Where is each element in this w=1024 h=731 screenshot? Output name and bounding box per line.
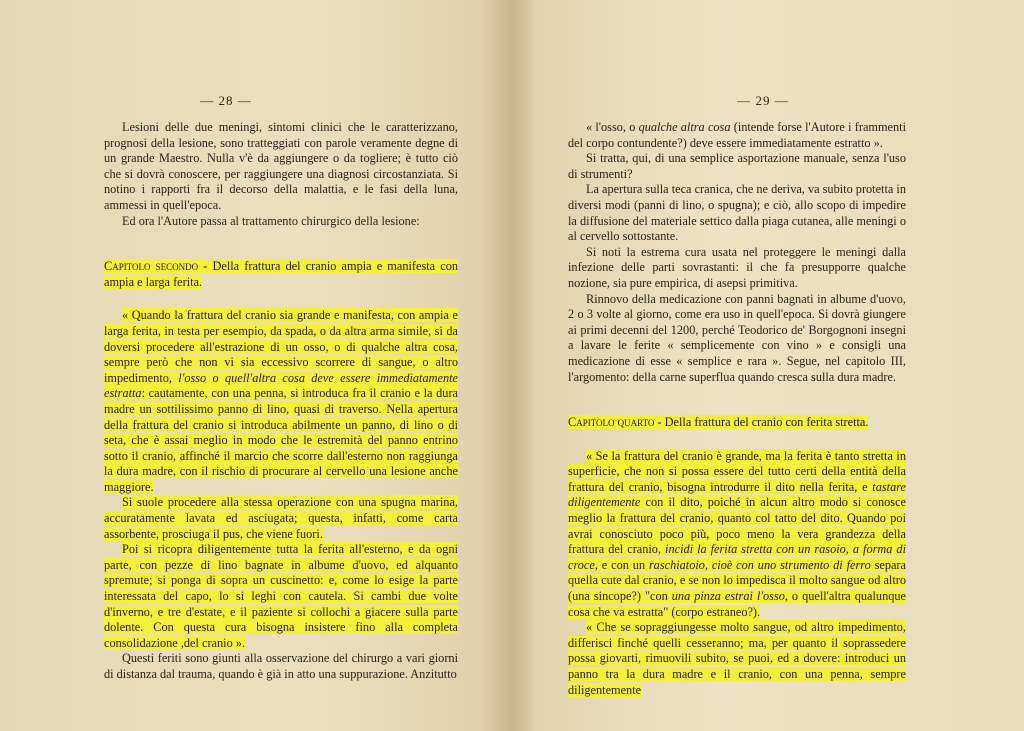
chapter-heading <box>568 415 906 431</box>
chapter-title: - Della frattura del cranio ampia e manifesta con ampia e larga ferita. <box>104 259 458 289</box>
paragraph: Si noti la estrema cura usata nel proteggere le meningi dalla infezione delle parti sovrastanti: il che fa presupporre qualche nozione, sia pure empirica, di asepsi primitiva. <box>568 244 906 290</box>
chapter-label: Capitolo quarto <box>568 415 655 430</box>
chapter-heading <box>104 259 458 290</box>
page-number: — 29 — <box>737 93 789 108</box>
chapter-label: Capitolo secondo <box>104 259 199 274</box>
paragraph: Lesioni delle due meningi, sintomi clinici che le caratterizzano, prognosi della lesione, sono tratteggiati con parole veramente degne di un grande Maestro. Nulla v'è da aggiungere o da togliere; è tutto ciò che si dovrà conoscere, per raggiungere una diagnosi circostanziata. Si notino i rapporti fra il decorso della malattia, e le fasi della luna, ammessi in quell'epoca. <box>104 120 458 212</box>
highlighted-paragraph: Si suole procedere alla stessa operazione con una spugna marina, accuratamente lavata ed asciugata; questa, infatti, come carta assorbente, prosciuga il pus, che viene fuori. <box>104 495 458 541</box>
text-span: « Quando la frattura del cranio sia grande e manifesta, con ampia e larga ferita, in testa per esempio, da spada, o da altra arma simile, sì da doversi procedere all'estrazione di un osso, o di qualche altra cosa, sempre però che non vi sia eccessivo scorrere di sangue, o altro impedimento, <box>104 308 458 385</box>
text-span: : cautamente, con una penna, si introduca fra il cranio e la dura madre un sottilissimo panno di lino, quasi di traverso. Nella apertura della frattura del cranio si introduca abilmente un panno, di lino o di seta, che è assai meglio in modo che le estremità del panno entrino sotto il cranio, affinché il marcio che scorre dall'esterno non raggiunga la dura madre, con il rischio di procurare al cervello una lesione anche maggiore. <box>104 386 458 494</box>
highlighted-paragraph: « Se la frattura del cranio è grande, ma la ferita è tanto stretta in superficie, che non si possa essere del tutto certi della entità della frattura del cranio, bisogna introdurre il dito nella ferita, e tastare diligentemente con il dito, poiché in alcun altro modo si conosce meglio la frattura del cranio, quanto col tatto del dito. Quando poi avrai conosciuto poco più, poco meno la vera grandezza della frattura del cranio, incidi la ferita stretta con un rasoio, a forma di croce, e con un raschiatoio, cioè con uno strumento di ferro separa quella cute dal cranio, e se non lo impedisca il molto sangue od altro (una sincope?) "con una pinza estrai l'osso, o quell'altra qualunque cosa che va estratta" (corpo estraneo?). <box>568 448 906 619</box>
paragraph: Ed ora l'Autore passa al trattamento chirurgico della lesione: <box>122 213 420 228</box>
text-column <box>568 120 906 698</box>
text-column <box>104 120 458 683</box>
paragraph: Rinnovo della medicazione con panni bagnati in albume d'uovo, 2 o 3 volte al giorno, come era uso in quell'epoca. Si dovrà giungere ai primi decenni del 1200, perché Teodorico de' Borgognoni insegni a lavare le ferite « semplicemente con vino » e consigli una medicazione di esse « semplice e rara ». Segue, nel capitolo III, l'argomento: della carne superflua quando cresca sulla dura madre. <box>568 291 906 384</box>
highlighted-paragraph: « Che se sopraggiungesse molto sangue, od altro impedimento, differisci finché quelli cesseranno; ma, per quanto il soprassedere possa giovarti, rimuovili subito, se puoi, ed a dovere: introduci un panno tra la dura madre e il cranio, con una penna, sempre diligentemente <box>568 620 906 697</box>
highlighted-paragraph: Poi si ricopra diligentemente tutta la ferita all'esterno, e da ogni parte, con pezze di lino bagnate in albume d'uovo, ed alquanto spremute; si ponga di sopra un cuscinetto: e, come lo esige la parte interessata del capo, lo si leghi con cautela. Si cambi due volte d'inverno, e tre d'estate, e il paziente si collochi a giacere sulla parte dolente. Con questa cura bisogna insistere fino alla completa consolidazione ,del cranio ». <box>104 542 458 650</box>
paragraph: Questi feriti sono giunti alla osservazione del chirurgo a vari giorni di distanza dal trauma, quando è già in atto una suppurazione. Anzitutto <box>104 651 458 681</box>
paragraph: La apertura sulla teca cranica, che ne deriva, va subito protetta in diversi modi (panni di lino, o spugna); e ciò, allo scopo di impedire la diffusione del materiale settico dalla piaga cutanea, alle meningi o al cervello sottostante. <box>568 182 906 244</box>
paragraph: Si tratta, qui, di una semplice asportazione manuale, senza l'uso di strumenti? <box>568 151 906 181</box>
highlighted-paragraph <box>104 308 458 495</box>
paragraph: « l'osso, o qualche altra cosa (intende forse l'Autore i frammenti del corpo contundente?) deve essere immediatamente estratto ». <box>568 120 906 150</box>
page-number: — 28 — <box>200 93 252 108</box>
italic-span: l'osso o quell'altra cosa deve essere immediatamente estratta <box>104 370 458 401</box>
right-page <box>512 0 1024 731</box>
chapter-title: - Della frattura del cranio con ferita stretta. <box>654 415 869 430</box>
